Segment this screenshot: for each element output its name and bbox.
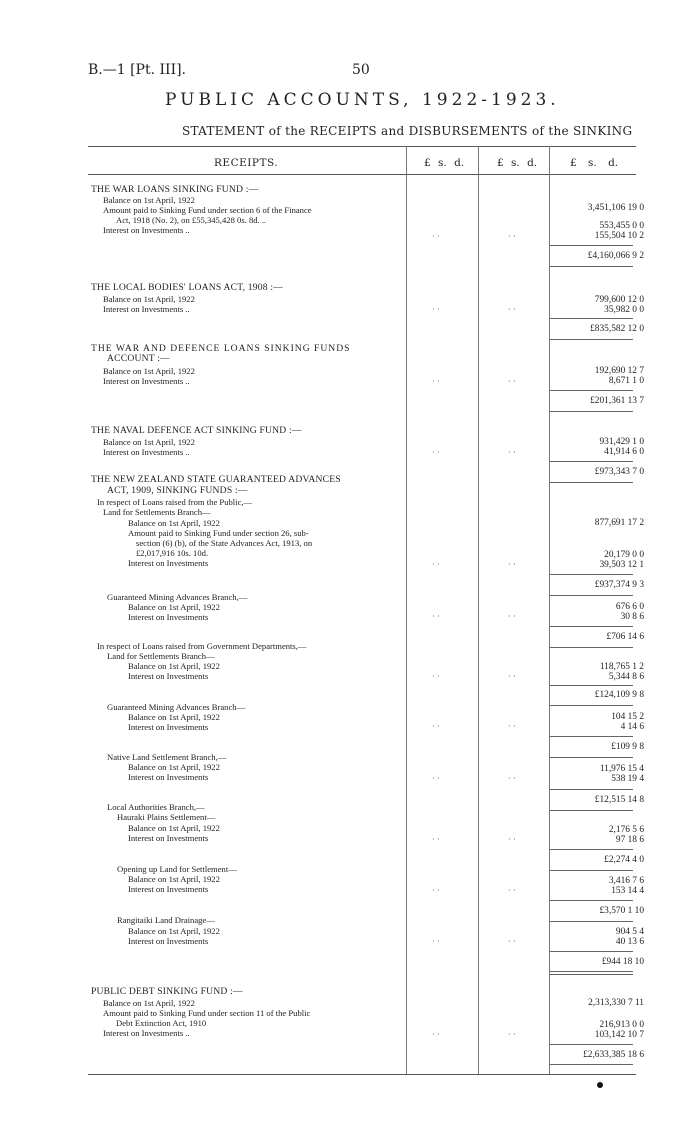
ledger-line: Rangitaiki Land Drainage—: [117, 915, 215, 925]
amount: 30 8 6: [620, 612, 644, 622]
section-heading: PUBLIC DEBT SINKING FUND :—: [91, 986, 243, 997]
ledger-line: Debt Extinction Act, 1910: [116, 1018, 207, 1028]
subtotal-rule: [550, 705, 633, 706]
amount: 192,690 12 7: [594, 366, 644, 376]
section-heading: ACT, 1909, SINKING FUNDS :—: [107, 485, 248, 496]
amount: 8,671 1 0: [608, 376, 644, 386]
leader-dots: · ·: [508, 560, 516, 569]
ledger-line: Balance on 1st April, 1922: [103, 437, 195, 447]
ledger-line: Interest on Investments ..: [103, 225, 190, 235]
subtotal-amount: £937,374 9 3: [594, 580, 644, 590]
leader-dots: · ·: [432, 835, 440, 844]
amount: 11,976 15 4: [599, 764, 644, 774]
leader-dots: · ·: [508, 937, 516, 946]
subtotal-rule: [550, 736, 633, 737]
amount: 5,344 8 6: [608, 672, 644, 682]
subtotal-amount: £4,160,066 9 2: [587, 251, 644, 261]
amount: 40 13 6: [615, 937, 644, 947]
subtotal-rule: [550, 1044, 633, 1045]
subtotal-amount: £835,582 12 0: [590, 324, 644, 334]
ledger-line: Interest on Investments: [128, 833, 209, 843]
leader-dots: · ·: [508, 1030, 516, 1039]
subtotal-rule: [550, 921, 633, 922]
leader-dots: · ·: [508, 377, 516, 386]
ledger-line: Amount paid to Sinking Fund under section 6 of the Finance: [103, 205, 312, 215]
section-heading: THE LOCAL BODIES' LOANS ACT, 1908 :—: [91, 282, 284, 293]
ledger-line: Balance on 1st April, 1922: [128, 823, 220, 833]
ledger-line: Interest on Investments ..: [103, 304, 190, 314]
ledger-line: Balance on 1st April, 1922: [103, 366, 195, 376]
leader-dots: · ·: [508, 886, 516, 895]
ledger-line: Interest on Investments ..: [103, 376, 190, 386]
subtotal-amount: £706 14 6: [606, 632, 644, 642]
leader-dots: · ·: [508, 722, 516, 731]
subtotal-amount: £944 18 10: [601, 957, 644, 967]
amount: 4 14 6: [620, 722, 644, 732]
subtotal-amount: £12,515 14 8: [594, 795, 644, 805]
amount: 2,176 5 6: [608, 825, 644, 835]
amount: 153 14 4: [611, 886, 644, 896]
subtotal-rule: [550, 390, 633, 391]
subtotal-amount: £201,361 13 7: [590, 396, 644, 406]
ledger-line: Balance on 1st April, 1922: [103, 294, 195, 304]
amount: 676 6 0: [615, 602, 644, 612]
ledger-line: Interest on Investments: [128, 558, 209, 568]
leader-dots: · ·: [508, 835, 516, 844]
ledger-line: In respect of Loans raised from the Public,—: [97, 497, 253, 507]
ledger-line: Local Authorities Branch,—: [107, 802, 205, 812]
document-reference: B.—1 [Pt. III].: [88, 62, 187, 78]
section-heading: THE NAVAL DEFENCE ACT SINKING FUND :—: [91, 425, 302, 436]
ledger-line: Balance on 1st April, 1922: [128, 661, 220, 671]
subtotal-amount: £124,109 9 8: [594, 690, 644, 700]
column-divider-3: [549, 146, 550, 1074]
amount: 931,429 1 0: [599, 437, 644, 447]
ledger-line: Balance on 1st April, 1922: [128, 518, 220, 528]
leader-dots: · ·: [432, 886, 440, 895]
ledger-line: Balance on 1st April, 1922: [128, 926, 220, 936]
amount: 904 5 4: [615, 927, 644, 937]
subtotal-amount: £973,343 7 0: [594, 467, 644, 477]
subtotal-rule: [550, 245, 633, 246]
ink-dot: [597, 1082, 603, 1088]
ledger-line: Opening up Land for Settlement—: [117, 864, 237, 874]
ledger-line: Native Land Settlement Branch,—: [107, 752, 227, 762]
section-heading: ACCOUNT :—: [107, 353, 170, 364]
statement-subtitle: STATEMENT of the RECEIPTS and DISBURSEMENTS of the SINKING: [182, 124, 633, 138]
subtotal-rule: [550, 595, 633, 596]
subtotal-rule: [550, 318, 633, 319]
ledger-line: Balance on 1st April, 1922: [103, 195, 195, 205]
table-bottom-rule: [88, 1074, 636, 1075]
table-header-rule: [88, 174, 636, 175]
amount: 39,503 12 1: [599, 560, 644, 570]
amount: 118,765 1 2: [599, 662, 644, 672]
amount: 553,455 0 0: [599, 221, 644, 231]
amount: 103,142 10 7: [594, 1030, 644, 1040]
ledger-line: Guaranteed Mining Advances Branch,—: [107, 592, 248, 602]
leader-dots: · ·: [508, 612, 516, 621]
subtotal-rule: [550, 810, 633, 811]
column-divider-2: [478, 146, 479, 1074]
table-top-rule: [88, 146, 636, 147]
leader-dots: · ·: [432, 232, 440, 241]
amount: 41,914 6 0: [604, 447, 644, 457]
subtotal-rule: [550, 789, 633, 790]
subtotal-rule: [550, 482, 633, 483]
leader-dots: · ·: [432, 612, 440, 621]
section-heading: THE WAR AND DEFENCE LOANS SINKING FUNDS: [91, 343, 351, 354]
amount-column-1-header: £ s. d.: [424, 157, 465, 169]
leader-dots: · ·: [508, 672, 516, 681]
ledger-line: Interest on Investments: [128, 722, 209, 732]
subtotal-rule: [550, 685, 633, 686]
amount: 97 18 6: [615, 835, 644, 845]
leader-dots: · ·: [432, 305, 440, 314]
subtotal-rule: [550, 411, 633, 412]
ledger-line: Interest on Investments: [128, 884, 209, 894]
leader-dots: · ·: [508, 448, 516, 457]
ledger-line: Balance on 1st April, 1922: [128, 712, 220, 722]
amount: 155,504 10 2: [594, 231, 644, 241]
ledger-line: Balance on 1st April, 1922: [128, 762, 220, 772]
amount: 538 19 4: [611, 774, 644, 784]
subtotal-rule: [550, 647, 633, 648]
subtotal-rule: [550, 951, 633, 952]
ledger-line: Interest on Investments ..: [103, 1028, 190, 1038]
amount: 20,179 0 0: [604, 550, 644, 560]
leader-dots: · ·: [432, 560, 440, 569]
subtotal-rule: [550, 870, 633, 871]
receipts-column-header: RECEIPTS.: [214, 157, 279, 169]
amount: 2,313,330 7 11: [588, 998, 644, 1008]
ledger-line: Hauraki Plains Settlement—: [117, 812, 216, 822]
amount: 216,913 0 0: [599, 1020, 644, 1030]
ledger-line: In respect of Loans raised from Government Departments,—: [97, 641, 307, 651]
leader-dots: · ·: [432, 377, 440, 386]
subtotal-rule: [550, 900, 633, 901]
ledger-line: Amount paid to Sinking Fund under section 11 of the Public: [103, 1008, 311, 1018]
subtotal-rule: [550, 757, 633, 758]
ledger-line: Amount paid to Sinking Fund under section 26, sub-: [128, 528, 309, 538]
subtotal-rule: [550, 971, 633, 972]
amount: 104 15 2: [611, 712, 644, 722]
leader-dots: · ·: [432, 672, 440, 681]
ledger-line: Interest on Investments ..: [103, 447, 190, 457]
column-divider-1: [406, 146, 407, 1074]
ledger-line: £2,017,916 10s. 10d.: [136, 548, 209, 558]
subtotal-rule: [550, 339, 633, 340]
ledger-line: Interest on Investments: [128, 612, 209, 622]
subtotal-rule: [550, 461, 633, 462]
subtotal-rule: [550, 849, 633, 850]
ledger-line: Balance on 1st April, 1922: [128, 874, 220, 884]
leader-dots: · ·: [432, 937, 440, 946]
leader-dots: · ·: [432, 774, 440, 783]
amount: 35,982 0 0: [604, 305, 644, 315]
leader-dots: · ·: [432, 448, 440, 457]
leader-dots: · ·: [432, 1030, 440, 1039]
page-title: PUBLIC ACCOUNTS, 1922-1923.: [165, 90, 560, 110]
ledger-line: Interest on Investments: [128, 772, 209, 782]
subtotal-amount: £109 9 8: [611, 742, 644, 752]
amount: 877,691 17 2: [594, 518, 644, 528]
ledger-line: Interest on Investments: [128, 936, 209, 946]
subtotal-amount: £2,274 4 0: [604, 855, 644, 865]
ledger-line: section (6) (b), of the State Advances Act, 1913, on: [136, 538, 313, 548]
section-heading: THE NEW ZEALAND STATE GUARANTEED ADVANCES: [91, 474, 341, 485]
amount-column-2-header: £ s. d.: [497, 157, 538, 169]
subtotal-rule: [550, 266, 633, 267]
amount: 3,416 7 6: [608, 876, 644, 886]
section-heading: THE WAR LOANS SINKING FUND :—: [91, 184, 259, 195]
leader-dots: · ·: [508, 774, 516, 783]
amount-column-3-header: £ s. d.: [570, 157, 619, 169]
subtotal-amount: £3,570 1 10: [599, 906, 644, 916]
ledger-line: Interest on Investments: [128, 671, 209, 681]
leader-dots: · ·: [508, 305, 516, 314]
subtotal-rule: [550, 1064, 633, 1065]
subtotal-rule: [550, 574, 633, 575]
page-number: 50: [352, 62, 370, 78]
amount: 799,600 12 0: [594, 295, 644, 305]
ledger-line: Balance on 1st April, 1922: [128, 602, 220, 612]
subtotal-rule: [550, 626, 633, 627]
leader-dots: · ·: [508, 232, 516, 241]
ledger-line: Act, 1918 (No. 2), on £55,345,428 0s. 8d. ..: [116, 215, 267, 225]
subtotal-amount: £2,633,385 18 6: [583, 1050, 644, 1060]
ledger-line: Balance on 1st April, 1922: [103, 998, 195, 1008]
ledger-line: Guaranteed Mining Advances Branch—: [107, 702, 246, 712]
ledger-line: Land for Settlements Branch—: [103, 507, 211, 517]
amount: 3,451,106 19 0: [587, 203, 644, 213]
leader-dots: · ·: [432, 722, 440, 731]
ledger-line: Land for Settlements Branch—: [107, 651, 215, 661]
subtotal-rule: [550, 974, 633, 975]
